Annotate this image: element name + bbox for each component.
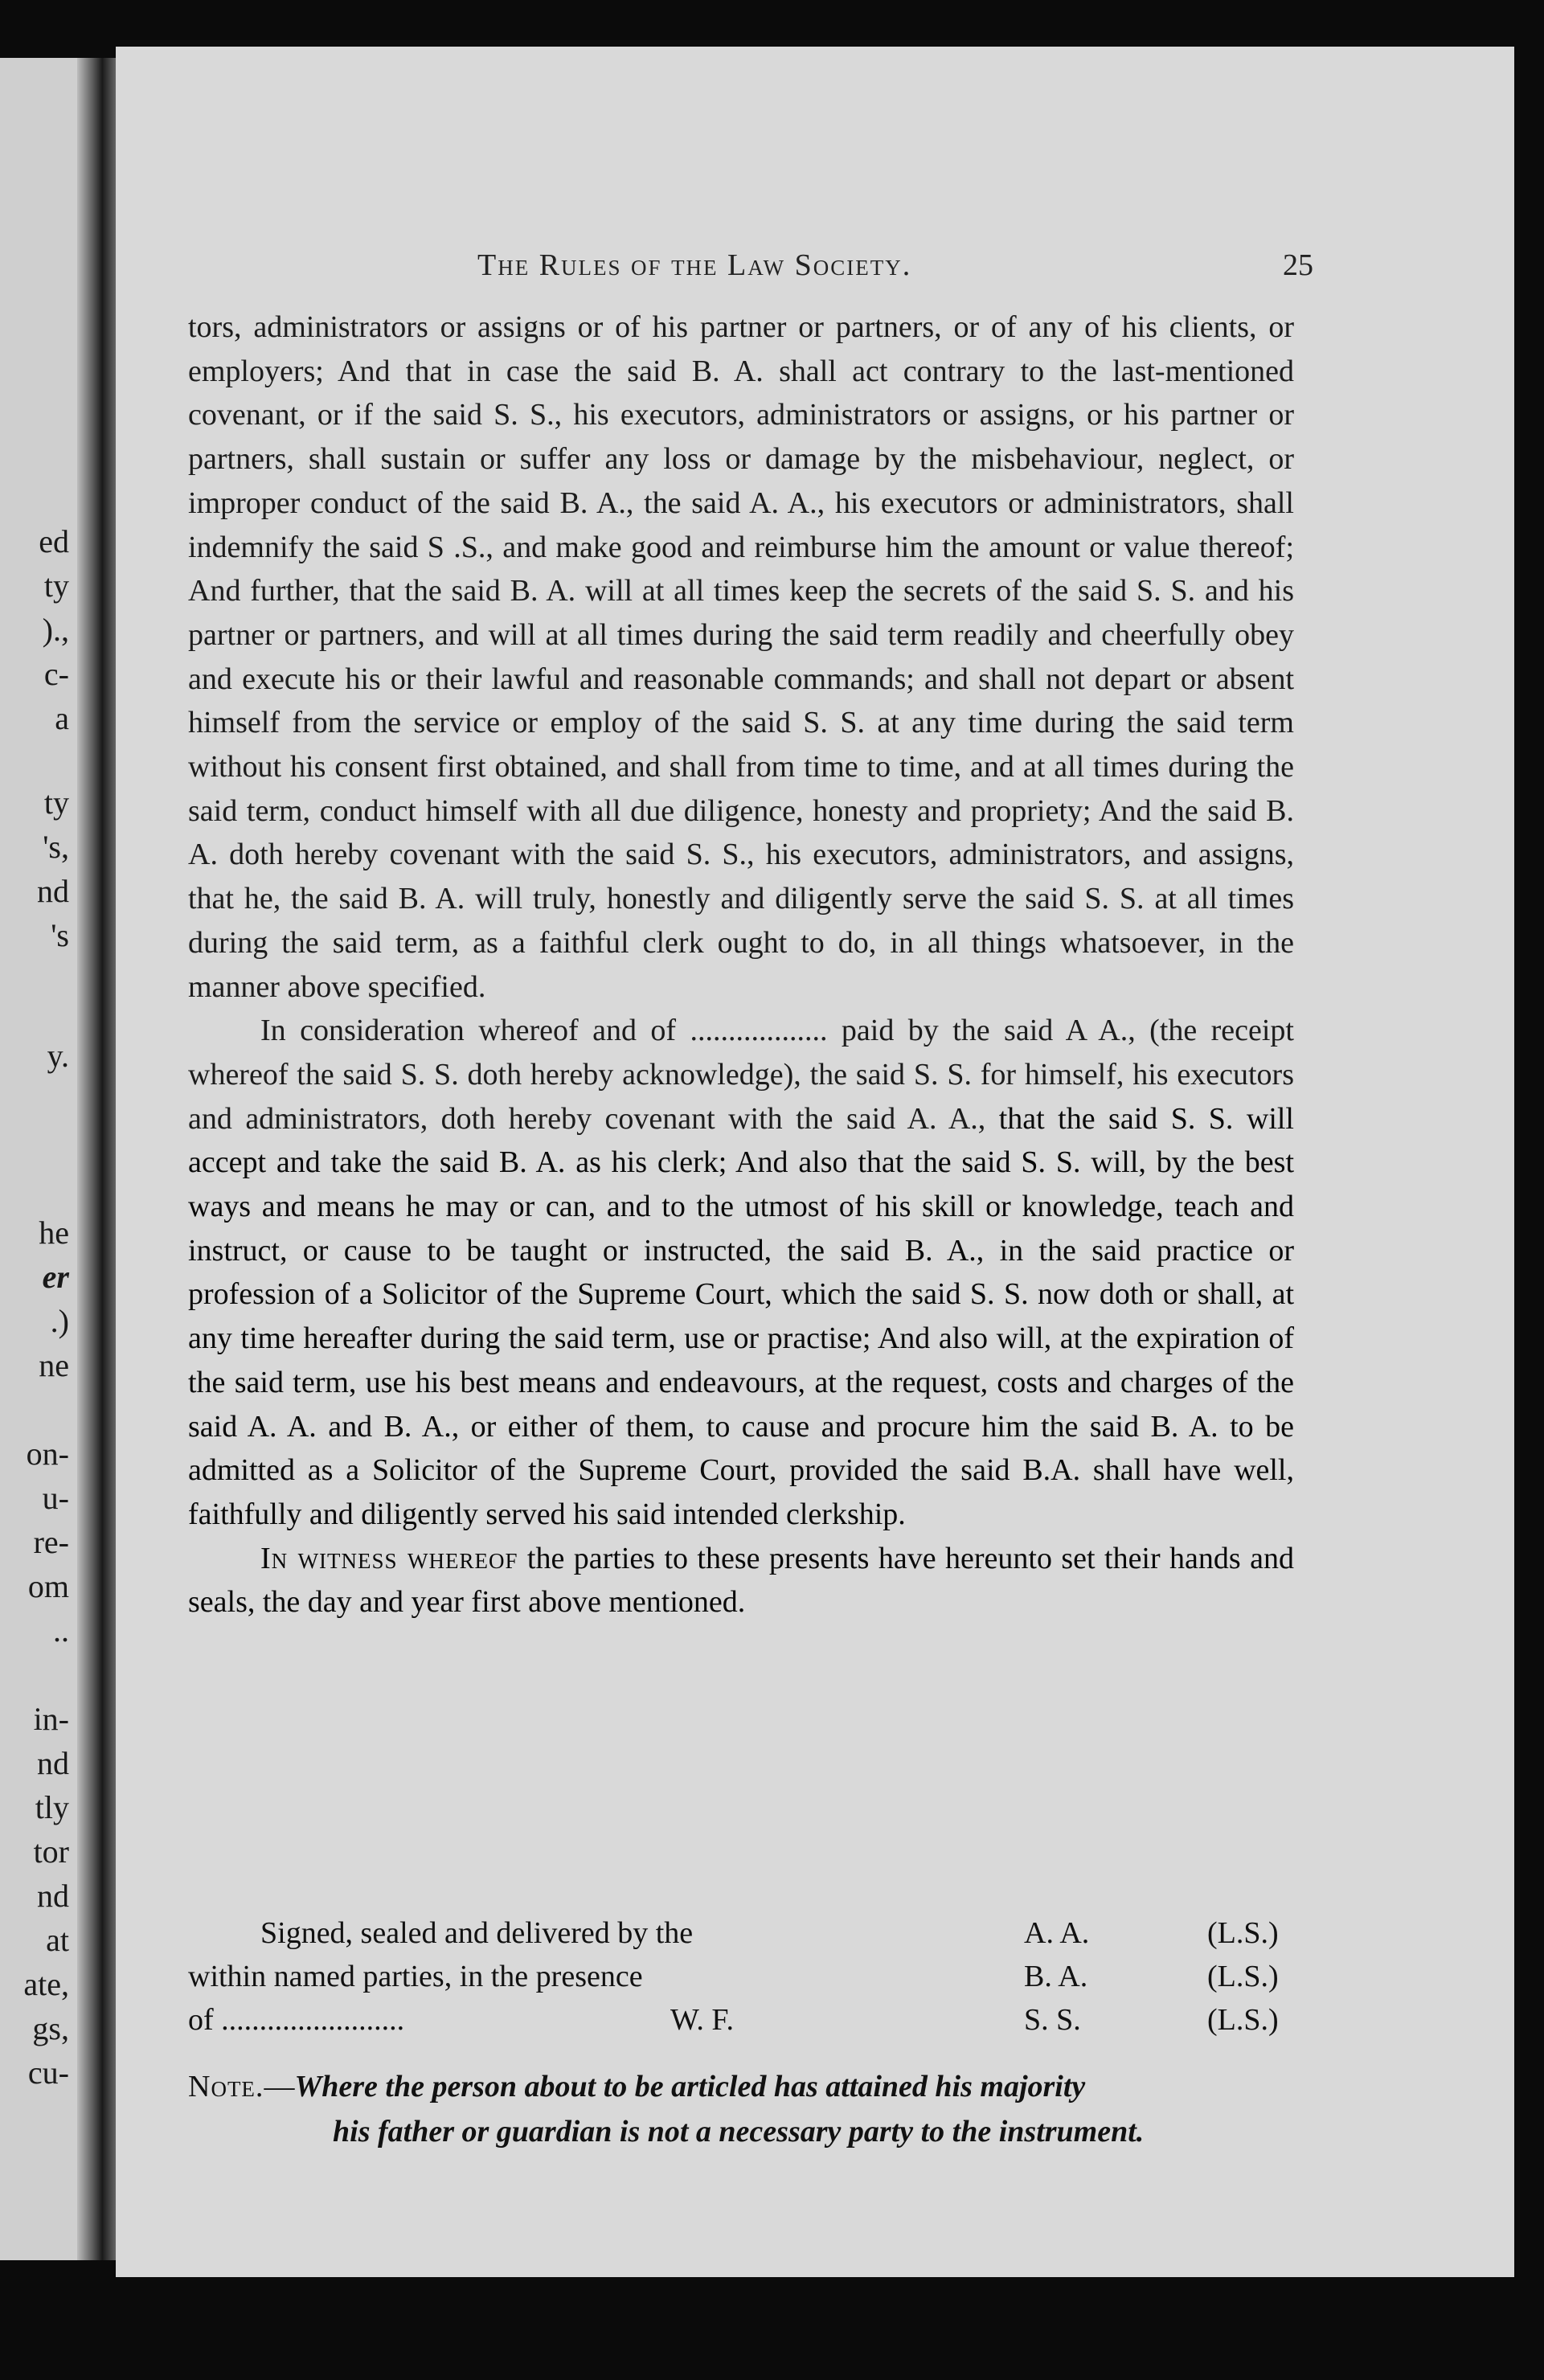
- edge-fragment: ne: [39, 1347, 69, 1383]
- signature-row: [188, 1911, 1294, 1955]
- seal-mark: (L.S.): [1207, 1916, 1279, 1950]
- paragraph-part: that the said S. S. will accept and take the said B. A. as his clerk; And also that the said S. S. will, by the best ways and means he may or can, and to the utmost of his skill or knowledge, teach and instruct, or cause to be taught or instructed, the said B. A., in the said practice or profession of a Solicitor of the Supreme Court, which the said S. S. now doth or shall, at any time hereafter during the said term, use or practise; And also will, at the expiration of the said term, use his best means and endeavours, at the request, costs and charges of the said A. A. and B. A., or either of them, to cause and procure him the said B. A. to be admitted as a Solicitor of the Supreme Court, provided the said B.A. shall have well, faithfully and diligently served his said intended clerkship.: [188, 1101, 1294, 1531]
- signature-line: of ........................: [188, 2003, 405, 2037]
- edge-fragment: re-: [33, 1524, 69, 1560]
- edge-fragment: ).,: [42, 612, 69, 648]
- edge-fragment: a: [55, 700, 69, 736]
- paragraph-part: In consideration whereof and of .................. paid by the said A A., (the receipt whereof the said S. S. doth hereby acknowledge), the said S. S. for himself, his executors and administrators, doth hereby covenant with the said A. A.,: [188, 1014, 1294, 1136]
- edge-fragment: on-: [26, 1436, 69, 1472]
- footnote: [188, 2064, 1294, 2154]
- signature-line: within named parties, in the presence: [188, 1960, 643, 1993]
- edge-fragment: nd: [37, 873, 69, 909]
- signature-row: [188, 1955, 1294, 1998]
- edge-fragment: tor: [33, 1833, 69, 1870]
- edge-fragment: tly: [35, 1789, 69, 1825]
- note-text: Where the person about to be articled has attained his majority: [294, 2070, 1086, 2103]
- edge-fragment: gs,: [32, 2010, 69, 2046]
- witness-text: the parties to these presents have hereunto set their hands and seals, the day and year first above mentioned.: [188, 1541, 1295, 1620]
- edge-fragment: u-: [42, 1480, 69, 1516]
- page-header: [116, 248, 1514, 296]
- seal-mark: (L.S.): [1207, 1960, 1279, 1993]
- edge-fragment: ate,: [23, 1966, 69, 2002]
- party-name: S. S.: [1024, 2003, 1081, 2037]
- paragraph: tors, administrators or assigns or of his partner or partners, or of any of his clients, or employers; And that in case the said B. A. shall act contrary to the last-mentioned covenant, or if the said S. S., his executors, administrators or assigns, or his partner or partners, shall sustain or suffer any loss or damage by the misbehaviour, neglect, or improper conduct of the said B. A., the said A. A., his executors or administrators, shall indemnify the said S .S., and make good and reimburse him the amount or value thereof; And further, that the said B. A. will at all times keep the secrets of the said S. S. and his partner or partners, and will at all times during the said term readily and cheerfully obey and execute his or their lawful and reasonable commands; and shall not depart or absent himself from the service or employ of the said S. S. at any time during the said term without his consent first obtained, and shall from time to time, and at all times during the said term, conduct himself with all due diligence, honesty and propriety; And the said B. A. doth hereby covenant with the said S. S., his executors, administrators, and assigns, that he, the said B. A. will truly, honestly and diligently serve the said S. S. at all times during the said term, as a faithful clerk ought to do, in all things whatsoever, in the manner above specified.: [188, 310, 1294, 1004]
- edge-fragment: nd: [37, 1745, 69, 1781]
- edge-fragment: ..: [53, 1612, 69, 1649]
- party-name: B. A.: [1024, 1960, 1088, 1993]
- party-name: A. A.: [1024, 1916, 1090, 1950]
- witness-initials: W. F.: [670, 2003, 734, 2037]
- note-line: [188, 2064, 1294, 2109]
- edge-fragment: at: [46, 1922, 69, 1958]
- signature-block: [188, 1911, 1294, 2042]
- note-label: Note.: [188, 2070, 264, 2103]
- edge-fragment: in-: [33, 1701, 69, 1737]
- witness-label: In witness whereof: [260, 1541, 518, 1575]
- body-text: [188, 305, 1294, 1624]
- edge-fragment: 's,: [43, 829, 69, 865]
- signature-line: Signed, sealed and delivered by the: [260, 1916, 694, 1950]
- seal-mark: (L.S.): [1207, 2003, 1279, 2037]
- note-line: his father or guardian is not a necessary party to the instrument.: [333, 2115, 1145, 2149]
- signature-row: [188, 1998, 1294, 2042]
- edge-fragment: .): [50, 1303, 69, 1339]
- witness-clause: [188, 1537, 1294, 1624]
- edge-fragment: c-: [43, 656, 69, 692]
- edge-fragment: y.: [47, 1038, 69, 1074]
- edge-fragment: ty: [43, 784, 69, 821]
- document-page: [116, 47, 1514, 2277]
- paragraph: [188, 1009, 1294, 1536]
- edge-fragment: nd: [37, 1878, 69, 1914]
- note-dash: —: [264, 2070, 295, 2103]
- page-number: 25: [1283, 248, 1313, 282]
- edge-fragment: er: [42, 1259, 69, 1295]
- edge-fragment: ed: [39, 523, 69, 559]
- edge-fragment: cu-: [27, 2054, 69, 2091]
- edge-fragment: 's: [51, 917, 69, 953]
- book-spine: [77, 58, 119, 2260]
- running-head: The Rules of the Law Society.: [477, 248, 912, 282]
- edge-fragment: ty: [43, 567, 69, 604]
- edge-fragment: he: [39, 1215, 69, 1251]
- edge-fragment: om: [27, 1568, 69, 1604]
